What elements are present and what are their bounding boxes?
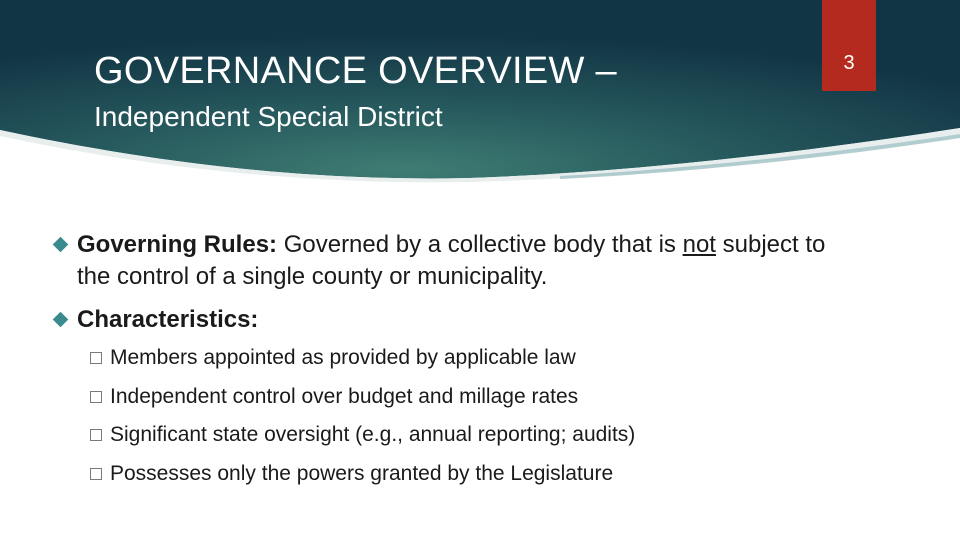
bullet-text: Governed by a collective body that is [277,231,683,258]
underlined-word: not [682,231,716,258]
bullet-text-end: subject to [715,231,826,258]
checkbox-square-icon [90,352,102,364]
bullet-characteristics: Characteristics: [77,306,259,333]
list-item-text: Possesses only the powers granted by the Legislature [110,462,614,485]
diamond-icon [53,237,69,253]
bullet-governing-rules [77,230,825,260]
checkbox-square-icon [90,468,102,480]
list-item-text: Members appointed as provided by applicable law [110,346,576,369]
bullet-label: Governing Rules: [77,231,278,258]
page-number: 3 [843,52,855,74]
checkbox-square-icon [90,391,102,403]
slide-title: GOVERNANCE OVERVIEW – [94,50,617,92]
list-item-text: Significant state oversight (e.g., annual reporting; audits) [110,423,636,446]
bullet-governing-rules-line2: the control of a single county or municipality. [77,263,548,290]
diamond-icon [53,312,69,328]
checkbox-square-icon [90,429,102,441]
list-item-text: Independent control over budget and millage rates [110,385,579,408]
slide-subtitle: Independent Special District [94,101,443,132]
